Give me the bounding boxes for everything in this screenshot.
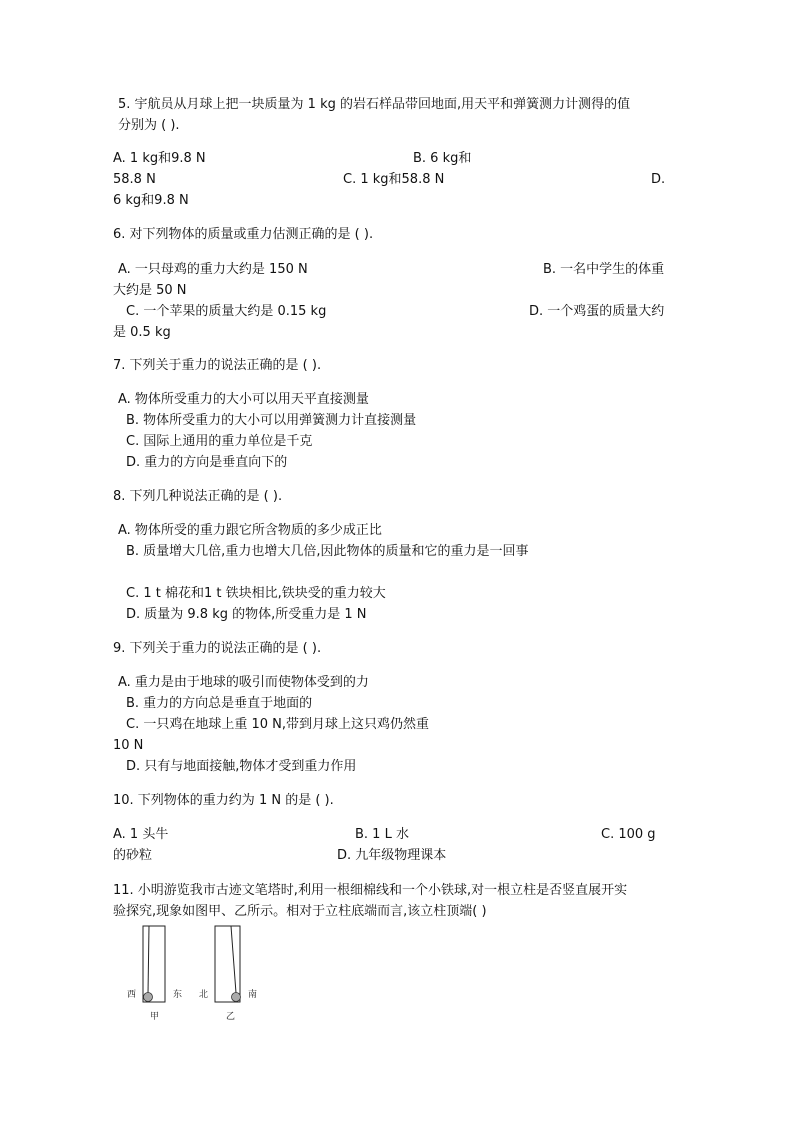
q7-option-a: A. 物体所受重力的大小可以用天平直接测量 [118,392,369,407]
q10-option-c: C. 100 g [601,827,656,842]
q9-option-a: A. 重力是由于地球的吸引而使物体受到的力 [118,675,369,690]
q5-option-b: B. 6 kg和 [413,151,472,166]
plumb-thread-right [231,926,236,993]
q6-option-d: D. 一个鸡蛋的质量大约 [529,304,665,319]
q11-stem-line-2: 验探究,现象如图甲、乙所示。相对于立柱底端而言,该立柱顶端( ) [113,904,487,919]
q8-option-b: B. 质量增大几倍,重力也增大几倍,因此物体的质量和它的重力是一回事 [126,544,529,559]
q5-option-d: D. [651,172,666,187]
q6-option-c: C. 一个苹果的质量大约是 0.15 kg [126,304,327,319]
label-south: 南 [248,990,258,1000]
label-east: 东 [173,990,183,1000]
q8-stem: 8. 下列几种说法正确的是 ( ). [113,489,283,504]
q9-option-d: D. 只有与地面接触,物体才受到重力作用 [126,759,357,774]
plumb-line-diagram [118,920,278,1025]
q6-option-b-cont: 大约是 50 N [113,283,187,298]
q7-option-c: C. 国际上通用的重力单位是千克 [126,434,313,449]
q8-option-a: A. 物体所受的重力跟它所含物质的多少成正比 [118,523,382,538]
q6-option-a: A. 一只母鸡的重力大约是 150 N [118,262,308,277]
q10-option-c-cont: 的砂粒 [113,848,153,863]
q8-option-d: D. 质量为 9.8 kg 的物体,所受重力是 1 N [126,607,367,622]
q9-stem: 9. 下列关于重力的说法正确的是 ( ). [113,641,322,656]
q6-option-d-cont: 是 0.5 kg [113,325,171,340]
q5-option-a: A. 1 kg和9.8 N [113,151,206,166]
plumb-thread-left [148,926,149,994]
q7-option-d: D. 重力的方向是垂直向下的 [126,455,288,470]
plumb-line-figure [118,920,278,1025]
q7-stem: 7. 下列关于重力的说法正确的是 ( ). [113,358,322,373]
q7-option-b: B. 物体所受重力的大小可以用弹簧测力计直接测量 [126,413,417,428]
iron-ball-right [232,993,241,1002]
label-west: 西 [127,990,137,1000]
q6-stem: 6. 对下列物体的质量或重力估测正确的是 ( ). [113,227,374,242]
label-north: 北 [199,990,209,1000]
pillar-left [143,926,165,1002]
q10-option-a: A. 1 头牛 [113,827,169,842]
q5-stem-line-1: 5. 宇航员从月球上把一块质量为 1 kg 的岩石样品带回地面,用天平和弹簧测力计测得的值 [118,97,631,112]
q11-stem-line-1: 11. 小明游览我市古迹文笔塔时,利用一根细棉线和一个小铁球,对一根立柱是否竖直展开实 [113,883,628,898]
caption-jia: 甲 [150,1012,160,1022]
iron-ball-left [144,993,153,1002]
q9-option-c-cont: 10 N [113,738,144,753]
q8-option-c: C. 1 t 棉花和1 t 铁块相比,铁块受的重力较大 [126,586,386,601]
caption-yi: 乙 [226,1012,236,1022]
q5-option-d-cont: 6 kg和9.8 N [113,193,189,208]
q10-stem: 10. 下列物体的重力约为 1 N 的是 ( ). [113,793,334,808]
q9-option-b: B. 重力的方向总是垂直于地面的 [126,696,313,711]
q10-option-d: D. 九年级物理课本 [337,848,447,863]
q6-option-b: B. 一名中学生的体重 [543,262,665,277]
q5-option-b-cont: 58.8 N [113,172,156,187]
q9-option-c: C. 一只鸡在地球上重 10 N,带到月球上这只鸡仍然重 [126,717,430,732]
q10-option-b: B. 1 L 水 [355,827,409,842]
q5-option-c: C. 1 kg和58.8 N [343,172,445,187]
q5-stem-line-2: 分别为 ( ). [118,118,180,133]
